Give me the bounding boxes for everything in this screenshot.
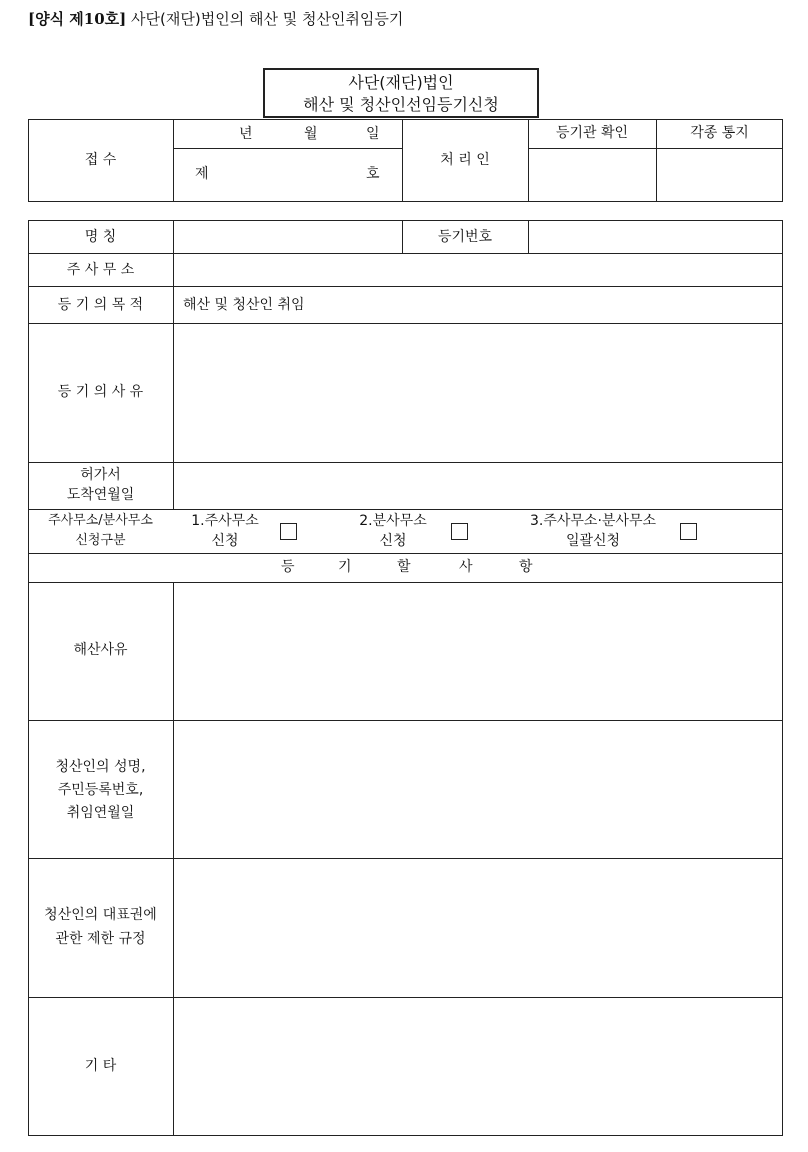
matters-char-2: 기 xyxy=(338,559,352,575)
name-label: 명 칭 xyxy=(84,229,117,245)
representation-line2: 관한 제한 규정 xyxy=(55,931,146,947)
reason-label: 등 기 의 사 유 xyxy=(57,384,144,400)
liquidator-info-line3: 취임연월일 xyxy=(66,805,135,821)
matters-char-5: 항 xyxy=(519,559,533,575)
office-field[interactable] xyxy=(174,254,782,286)
option1-checkbox[interactable] xyxy=(280,523,297,540)
representation-line1: 청산인의 대표권에 xyxy=(44,907,157,923)
title-line-2: 해산 및 청산인선임등기신청 xyxy=(303,95,499,114)
option2-label-line2: 신청 xyxy=(379,533,407,549)
office-type-label-line1: 주사무소/분사무소 xyxy=(48,513,153,528)
permit-date-field[interactable] xyxy=(174,463,782,509)
registrar-confirm-label: 등기관 확인 xyxy=(555,125,629,141)
purpose-value: 해산 및 청산인 취임 xyxy=(183,297,305,313)
option1-label-line2: 신청 xyxy=(211,533,239,549)
reason-field[interactable] xyxy=(174,324,782,462)
option3-label-line1: 3.주사무소·분사무소 xyxy=(530,513,656,529)
receipt-month-label: 월 xyxy=(304,126,318,142)
liquidator-info-line1: 청산인의 성명, xyxy=(55,759,146,775)
other-label: 기 타 xyxy=(84,1058,117,1074)
receipt-year-label: 년 xyxy=(239,126,253,142)
option2-checkbox[interactable] xyxy=(451,523,468,540)
liquidator-info-line2: 주민등록번호, xyxy=(57,782,144,798)
dissolution-reason-field[interactable] xyxy=(174,583,782,720)
notices-label: 각종 통지 xyxy=(690,125,749,141)
receipt-number-suffix: 호 xyxy=(366,166,380,182)
name-field[interactable] xyxy=(174,221,402,253)
matters-char-3: 할 xyxy=(397,559,411,575)
office-type-label-line2: 신청구분 xyxy=(75,533,126,548)
receipt-number-prefix: 제 xyxy=(195,166,209,182)
reg-number-label: 등기번호 xyxy=(437,229,493,245)
form-header xyxy=(28,10,403,28)
option3-label-line2: 일괄신청 xyxy=(565,533,621,549)
option2-label-line1: 2.분사무소 xyxy=(359,513,427,529)
matters-char-4: 사 xyxy=(459,559,473,575)
representation-field[interactable] xyxy=(174,859,782,997)
reg-number-field[interactable] xyxy=(529,221,782,253)
permit-label-line1: 허가서 xyxy=(80,467,121,483)
other-field[interactable] xyxy=(174,998,782,1135)
matters-char-1: 등 xyxy=(281,559,295,575)
office-label: 주 사 무 소 xyxy=(66,262,135,278)
dissolution-reason-label: 해산사유 xyxy=(73,642,128,658)
processor-label: 처 리 인 xyxy=(440,152,490,168)
option3-checkbox[interactable] xyxy=(680,523,697,540)
form-number-label: [양식 제10호] xyxy=(28,10,127,28)
receipt-label: 접 수 xyxy=(84,152,117,168)
form-header-title: 사단(재단)법인의 해산 및 청산인취임등기 xyxy=(131,10,404,28)
title-line-1: 사단(재단)법인 xyxy=(348,73,454,92)
receipt-day-label: 일 xyxy=(366,126,380,142)
permit-label-line2: 도착연월일 xyxy=(66,487,135,503)
liquidator-info-field[interactable] xyxy=(174,721,782,858)
purpose-label: 등 기 의 목 적 xyxy=(57,297,144,313)
option1-label-line1: 1.주사무소 xyxy=(191,513,259,529)
document-title xyxy=(263,68,539,118)
